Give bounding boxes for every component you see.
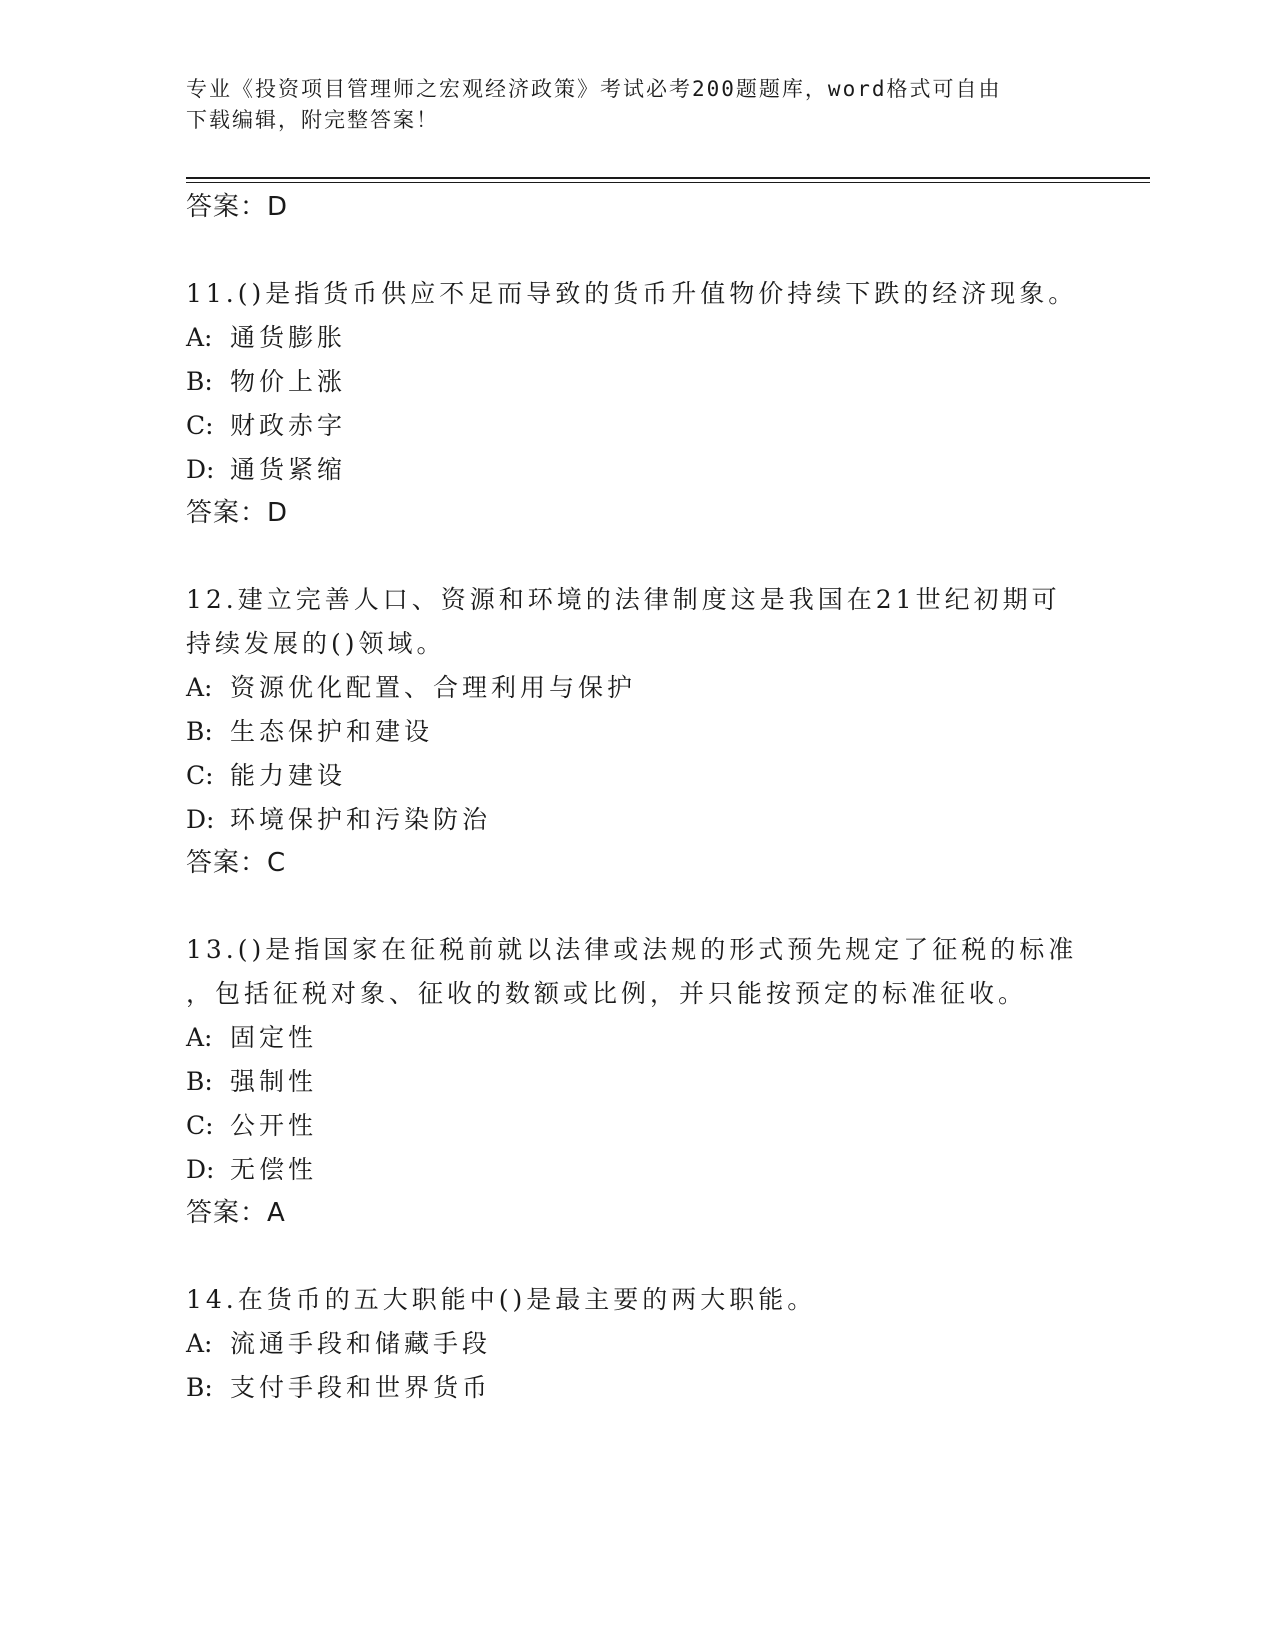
question-12-option-c xyxy=(186,760,346,792)
answer-previous: 答案：D xyxy=(186,192,289,222)
question-13-option-d xyxy=(186,1154,317,1186)
option-text: 公开性 xyxy=(230,1111,318,1140)
question-12-stem-line-2: 持续发展的()领域。 xyxy=(186,629,446,658)
question-11-answer: 答案：D xyxy=(186,498,289,528)
option-letter: B: xyxy=(186,717,213,746)
option-text: 支付手段和世界货币 xyxy=(230,1373,492,1402)
question-14-option-b xyxy=(186,1372,491,1404)
question-13-stem-line-1: 13.()是指国家在征税前就以法律或法规的形式预先规定了征税的标准 xyxy=(186,935,1078,964)
option-text: 无偿性 xyxy=(230,1155,318,1184)
document-header xyxy=(186,74,1066,136)
question-12-option-d xyxy=(186,804,491,836)
option-text: 通货膨胀 xyxy=(230,323,347,352)
option-letter: B: xyxy=(186,367,213,396)
option-text: 物价上涨 xyxy=(230,367,347,396)
question-11-option-c xyxy=(186,410,346,442)
option-letter: A: xyxy=(186,1023,213,1052)
question-11-option-a xyxy=(186,322,346,354)
question-13-option-c xyxy=(186,1110,317,1142)
option-text: 财政赤字 xyxy=(230,411,347,440)
header-line-2: 下载编辑，附完整答案！ xyxy=(186,108,439,132)
question-13-option-a xyxy=(186,1022,317,1054)
option-letter: A: xyxy=(186,1329,213,1358)
option-text: 能力建设 xyxy=(230,761,347,790)
option-text: 通货紧缩 xyxy=(230,455,347,484)
header-line-1: 专业《投资项目管理师之宏观经济政策》考试必考200题题库，word格式可自由 xyxy=(186,77,1002,101)
option-letter: D: xyxy=(186,805,215,834)
question-11-option-d xyxy=(186,454,346,486)
question-13-answer: 答案：A xyxy=(186,1198,286,1228)
option-letter: D: xyxy=(186,1155,215,1184)
option-letter: A: xyxy=(186,323,213,352)
option-text: 环境保护和污染防治 xyxy=(230,805,492,834)
question-11-stem: 11.()是指货币供应不足而导致的货币升值物价持续下跌的经济现象。 xyxy=(186,279,1078,308)
option-text: 强制性 xyxy=(230,1067,318,1096)
question-12-option-a xyxy=(186,672,636,704)
question-12-option-b xyxy=(186,716,433,748)
header-divider-thin xyxy=(186,182,1150,183)
option-text: 固定性 xyxy=(230,1023,318,1052)
question-13-stem-line-2: ，包括征税对象、征收的数额或比例，并只能按预定的标准征收。 xyxy=(186,979,1028,1008)
option-letter: B: xyxy=(186,1373,213,1402)
question-14-option-a xyxy=(186,1328,491,1360)
question-13-option-b xyxy=(186,1066,317,1098)
option-text: 生态保护和建设 xyxy=(230,717,434,746)
question-11-option-b xyxy=(186,366,346,398)
question-12-stem-line-1: 12.建立完善人口、资源和环境的法律制度这是我国在21世纪初期可 xyxy=(186,585,1061,614)
question-12-answer: 答案：C xyxy=(186,848,287,878)
header-divider-thick xyxy=(186,177,1150,179)
option-letter: C: xyxy=(186,1111,214,1140)
option-letter: B: xyxy=(186,1067,213,1096)
option-text: 流通手段和储藏手段 xyxy=(230,1329,492,1358)
option-text: 资源优化配置、合理利用与保护 xyxy=(230,673,637,702)
option-letter: A: xyxy=(186,673,213,702)
question-14-stem: 14.在货币的五大职能中()是最主要的两大职能。 xyxy=(186,1285,817,1314)
option-letter: D: xyxy=(186,455,215,484)
option-letter: C: xyxy=(186,761,214,790)
option-letter: C: xyxy=(186,411,214,440)
